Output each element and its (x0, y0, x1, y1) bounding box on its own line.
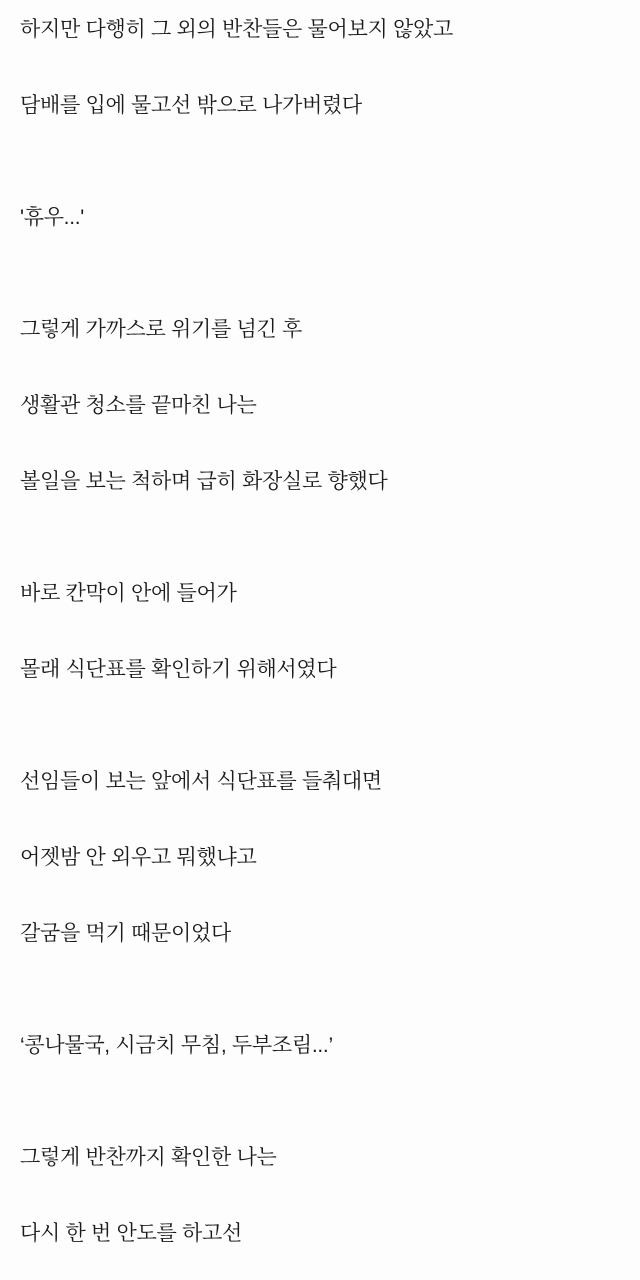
text-line: 선임들이 보는 앞에서 식단표를 들춰대면 (20, 770, 382, 793)
text-line: 몰래 식단표를 확인하기 위해서였다 (20, 658, 337, 681)
text-line: 하지만 다행히 그 외의 반찬들은 물어보지 않았고 (20, 18, 453, 41)
text-line: ‘콩나물국, 시금치 무침, 두부조림...’ (20, 1034, 333, 1057)
text-line: 그렇게 가까스로 위기를 넘긴 후 (20, 318, 302, 341)
text-line: 볼일을 보는 척하며 급히 화장실로 향했다 (20, 470, 388, 493)
text-line: 담배를 입에 물고선 밖으로 나가버렸다 (20, 94, 362, 117)
text-line: 어젯밤 안 외우고 뭐했냐고 (20, 846, 257, 869)
text-line: 생활관 청소를 끝마친 나는 (20, 394, 257, 417)
text-line: 바로 칸막이 안에 들어가 (20, 582, 237, 605)
text-line: 갈굼을 먹기 때문이었다 (20, 922, 231, 945)
text-line: 다시 한 번 안도를 하고선 (20, 1222, 242, 1245)
text-line: '휴우...' (20, 206, 84, 229)
text-line: 그렇게 반찬까지 확인한 나는 (20, 1146, 277, 1169)
